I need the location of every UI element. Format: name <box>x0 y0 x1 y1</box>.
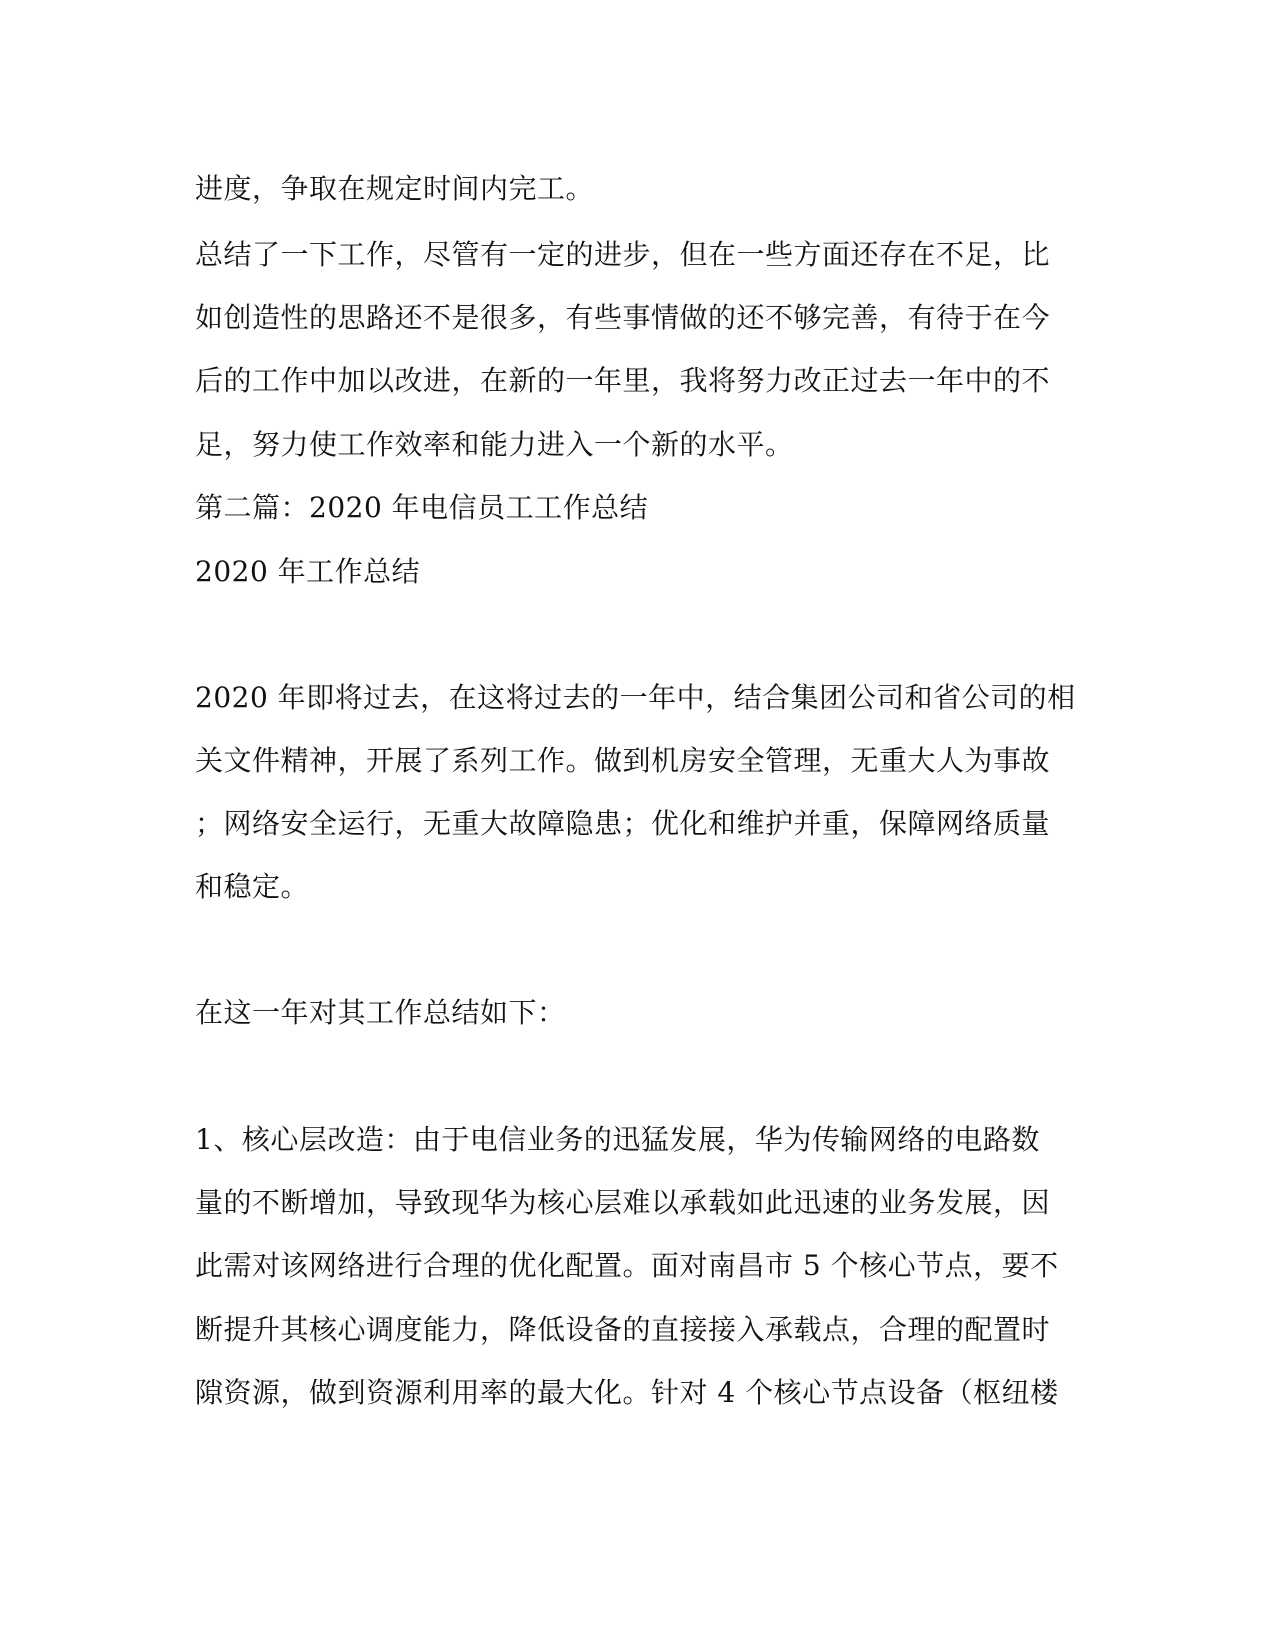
text-line: 进度，争取在规定时间内完工。 <box>195 172 595 205</box>
section-heading: 第二篇：2020 年电信员工工作总结 <box>195 491 649 524</box>
text-line: 2020 年即将过去，在这将过去的一年中，结合集团公司和省公司的相 <box>195 681 1076 714</box>
text-line: 量的不断增加，导致现华为核心层难以承载如此迅速的业务发展，因 <box>195 1186 1051 1219</box>
text-line: 后的工作中加以改进，在新的一年里，我将努力改正过去一年中的不 <box>195 364 1051 397</box>
document-title: 2020 年工作总结 <box>195 555 421 588</box>
list-item-text: 1、核心层改造：由于电信业务的迅猛发展，华为传输网络的电路数 <box>195 1123 1040 1156</box>
text-line: 在这一年对其工作总结如下： <box>195 996 566 1029</box>
text-line: 此需对该网络进行合理的优化配置。面对南昌市 5 个核心节点，要不 <box>195 1249 1059 1282</box>
text-line: 如创造性的思路还不是很多，有些事情做的还不够完善，有待于在今 <box>195 301 1051 334</box>
text-line: 和稳定。 <box>195 870 310 903</box>
text-line: ；网络安全运行，无重大故障隐患；优化和维护并重，保障网络质量 <box>195 807 1051 840</box>
text-line: 总结了一下工作，尽管有一定的进步，但在一些方面还存在不足，比 <box>195 238 1051 271</box>
text-line: 断提升其核心调度能力，降低设备的直接接入承载点，合理的配置时 <box>195 1313 1051 1346</box>
text-line: 关文件精神，开展了系列工作。做到机房安全管理，无重大人为事故 <box>195 744 1051 777</box>
text-line: 足，努力使工作效率和能力进入一个新的水平。 <box>195 428 794 461</box>
text-line: 隙资源，做到资源利用率的最大化。针对 4 个核心节点设备（枢纽楼 <box>195 1376 1059 1409</box>
